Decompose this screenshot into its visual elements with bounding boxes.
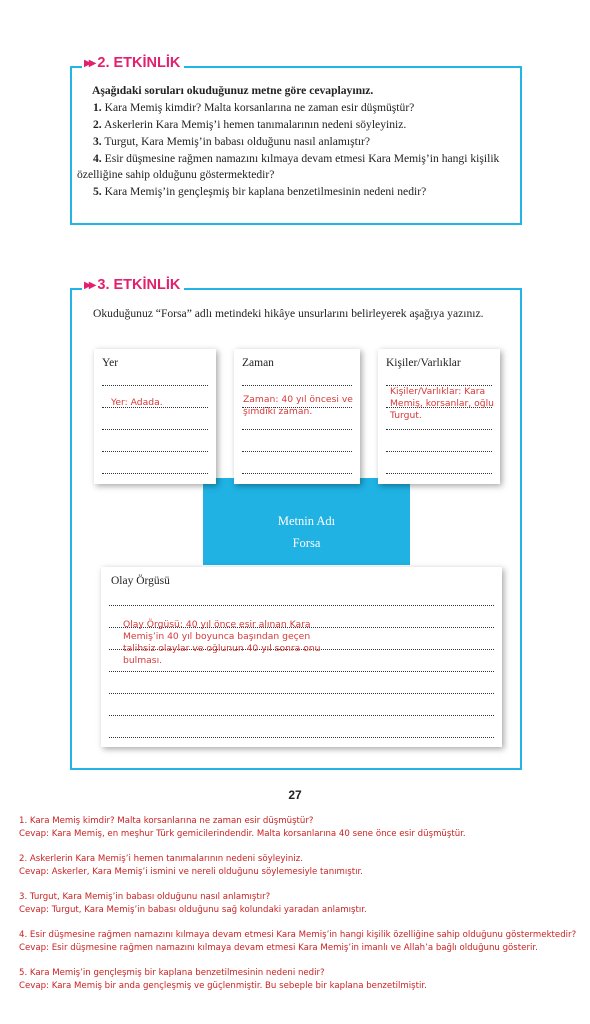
answer-item (19, 853, 584, 879)
activity-2-header (82, 55, 184, 71)
answer-text: Cevap: Kara Memiş bir anda gençleşmiş ve güçlenmiştir. Bu sebeple bir kaplana benzetilmiştir. (19, 981, 427, 991)
zaman-card (234, 349, 360, 484)
zaman-label: Zaman (242, 357, 274, 369)
answer-item (19, 891, 584, 917)
activity-2-instruction: Aşağıdaki soruları okuduğunuz metne göre cevaplayınız. (92, 84, 374, 97)
answer-question: 1. Kara Memiş kimdir? Malta korsanlarına ne zaman esir düşmüştür? (19, 816, 314, 826)
question-2: 2. Askerlerin Kara Memiş’i hemen tanımalarının nedeni söyleyiniz. (93, 118, 407, 131)
question-1: 1. Kara Memiş kimdir? Malta korsanlarına ne zaman esir düşmüştür? (93, 101, 415, 114)
kisiler-label: Kişiler/Varlıklar (386, 357, 461, 369)
answer-list (19, 815, 584, 1005)
text-title-box (203, 478, 410, 565)
answer-text: Cevap: Kara Memiş, en meşhur Türk gemicilerindendir. Malta korsanlarına 40 sene önce esir düşmüştür. (19, 829, 466, 839)
text-title-value: Forsa (292, 536, 321, 550)
answer-text: Cevap: Askerler, Kara Memiş’i ismini ve nereli olduğunu söylemesiyle tanımıştır. (19, 867, 364, 877)
answer-question: 2. Askerlerin Kara Memiş’i hemen tanımalarının nedeni söyleyiniz. (19, 854, 303, 864)
activity-3-header (82, 277, 184, 293)
text-title-label: Metnin Adı (277, 514, 336, 528)
answer-text: Cevap: Turgut, Kara Memiş’in babası olduğunu sağ kolundaki yaradan anlamıştır. (19, 905, 367, 915)
activity-2-title: 2. ETKİNLİK (97, 55, 181, 71)
question-4-continued: özelliğine sahip olduğunu göstermektedir? (77, 168, 275, 181)
answer-text: Cevap: Esir düşmesine rağmen namazını kılmaya devam etmesi Kara Memiş’in imanlı ve Allah’a bağlı olduğunu gösterir. (19, 943, 538, 953)
activity-3-title: 3. ETKİNLİK (97, 277, 181, 293)
plot-answer: Olay Örgüsü: 40 yıl önce esir alınan Kara Memiş’in 40 yıl boyunca başından geçen talihsiz olaylar ve oğlunun 40 yıl sonra onu bulması. (123, 619, 321, 666)
plot-label: Olay Örgüsü (111, 575, 170, 587)
plot-card (101, 567, 502, 747)
answer-question: 4. Esir düşmesine rağmen namazını kılmaya devam etmesi Kara Memiş’in hangi kişilik özelliğine sahip olduğunu göstermektedir? (19, 930, 577, 940)
kisiler-card (378, 349, 500, 484)
answer-question: 3. Turgut, Kara Memiş’in babası olduğunu nasıl anlamıştır? (19, 892, 271, 902)
question-3: 3. Turgut, Kara Memiş’in babası olduğunu nasıl anlamıştır? (93, 135, 371, 148)
page-number: 27 (288, 788, 302, 802)
activity-3-instruction: Okuduğunuz “Forsa” adlı metindeki hikâye unsurlarını belirleyerek aşağıya yazınız. (93, 307, 484, 320)
zaman-answer: Zaman: 40 yıl öncesi ve şimdiki zaman. (243, 394, 353, 417)
yer-card (94, 349, 216, 484)
answer-question: 5. Kara Memiş’in gençleşmiş bir kaplana benzetilmesinin nedeni nedir? (19, 968, 325, 978)
double-arrow-icon: ▶▶ (84, 279, 94, 291)
double-arrow-icon: ▶▶ (84, 57, 94, 69)
yer-label: Yer (102, 357, 119, 369)
question-5: 5. Kara Memiş’in gençleşmiş bir kaplana benzetilmesinin nedeni nedir? (93, 185, 427, 198)
question-4: 4. Esir düşmesine rağmen namazını kılmaya devam etmesi Kara Memiş’in hangi kişilik (93, 152, 500, 165)
answer-item (19, 815, 584, 841)
answer-item (19, 929, 584, 955)
answer-item (19, 967, 584, 993)
kisiler-answer: Kişiler/Varlıklar: Kara Memiş, korsanlar, oğlu Turgut. (390, 386, 494, 421)
yer-answer: Yer: Adada. (111, 397, 163, 408)
